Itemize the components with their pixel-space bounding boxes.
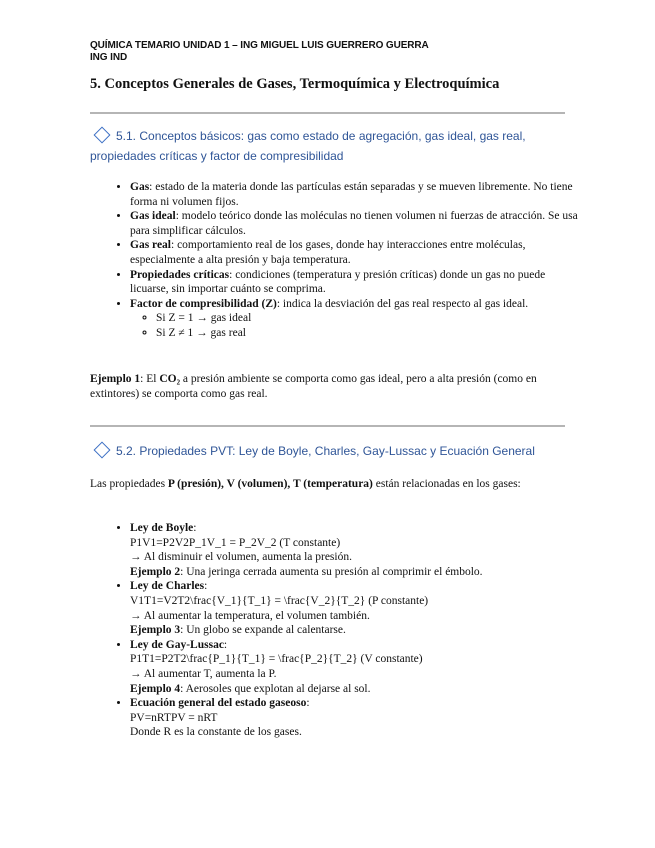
example-text: : El xyxy=(140,373,160,385)
law-formula: V1T1=V2T2\frac{V_1}{T_1} = \frac{V_2}{T_2} (P constante) xyxy=(130,594,429,607)
definition: : condiciones (temperatura y presión críticas) donde un gas no puede licuarse, sin importar cuánto se comprima. xyxy=(130,268,546,296)
example-formula: CO₂ xyxy=(159,373,181,385)
example-text: : Aerosoles que explotan al dejarse al sol. xyxy=(180,682,371,695)
law-name: Ley de Gay-Lussac xyxy=(130,638,224,651)
colon: : xyxy=(223,638,228,651)
law-note: → Al aumentar T, aumenta la P. xyxy=(130,667,277,680)
term: Factor de compresibilidad (Z) xyxy=(130,297,277,310)
page-title: 5. Conceptos Generales de Gases, Termoquímica y Electroquímica xyxy=(90,76,500,92)
intro-bold: P (presión), V (volumen), T (temperatura) xyxy=(167,478,373,490)
list-item xyxy=(130,268,582,297)
example-text: : Una jeringa cerrada aumenta su presión al comprimir el émbolo. xyxy=(180,565,483,578)
section-heading-text: 5.1. Conceptos básicos: gas como estado de agregación, gas ideal, gas real, propiedades críticas y factor de compresibilidad xyxy=(90,129,526,163)
section-heading-5-2 xyxy=(90,441,560,461)
law-note: → Al disminuir el volumen, aumenta la presión. xyxy=(130,551,352,564)
definition: : modelo teórico donde las moléculas no tienen volumen ni fuerzas de atracción. Se usa para simplificar cálculos. xyxy=(130,210,578,237)
section-divider xyxy=(90,425,565,427)
example-text: a presión ambiente se comporta como gas ideal, pero a alta presión (como en extintores) se comporta como gas real. xyxy=(90,373,537,400)
colon: : xyxy=(306,697,310,710)
law-formula: P1V1=P2V2P_1V_1 = P_2V_2 (T constante) xyxy=(130,536,341,549)
law-note: Donde R es la constante de los gases. xyxy=(130,726,302,739)
term: Gas xyxy=(130,181,150,193)
law-note: → Al aumentar la temperatura, el volumen también. xyxy=(130,609,370,622)
law-formula: PV=nRTPV = nRT xyxy=(130,711,218,724)
colon: : xyxy=(193,522,197,534)
colon: : xyxy=(204,580,208,593)
law-name: Ley de Charles xyxy=(130,580,205,593)
intro-text: están relacionadas en los gases: xyxy=(372,478,521,490)
definition: : indica la desviación del gas real respecto al gas ideal. xyxy=(276,297,529,310)
law-item xyxy=(130,579,582,637)
term: Gas ideal xyxy=(130,210,176,223)
diamond-icon xyxy=(94,442,111,459)
page-header xyxy=(90,40,429,64)
list-item xyxy=(130,209,582,238)
example-label: Ejemplo 1 xyxy=(90,373,141,385)
example-label: Ejemplo 4 xyxy=(130,682,181,695)
section-divider xyxy=(90,112,565,114)
section-heading-text: 5.2. Propiedades PVT: Ley de Boyle, Charles, Gay-Lussac y Ecuación General xyxy=(116,444,535,458)
z-sublist xyxy=(130,311,582,340)
law-item xyxy=(130,696,582,740)
definition: : comportamiento real de los gases, donde hay interacciones entre moléculas, especialmente a alta presión y baja temperatura. xyxy=(130,239,526,266)
intro-paragraph xyxy=(90,477,560,492)
concepts-list xyxy=(112,180,582,341)
term: Gas real xyxy=(130,239,171,252)
list-item xyxy=(130,238,582,267)
law-name: Ecuación general del estado gaseoso xyxy=(130,697,307,710)
diamond-icon xyxy=(94,127,111,144)
example-1 xyxy=(90,372,560,401)
example-label: Ejemplo 3 xyxy=(130,624,181,637)
term: Propiedades críticas xyxy=(130,268,230,281)
header-line-2: ING IND xyxy=(90,52,128,63)
list-item xyxy=(130,180,582,209)
example-text: : Un globo se expande al calentarse. xyxy=(180,624,346,637)
laws-list xyxy=(112,521,582,740)
definition: : estado de la materia donde las partículas están separadas y se mueven libremente. No tiene forma ni volumen fijos. xyxy=(130,181,573,208)
example-label: Ejemplo 2 xyxy=(130,565,181,578)
header-line-1: QUÍMICA TEMARIO UNIDAD 1 – ING MIGUEL LUIS GUERRERO GUERRA xyxy=(90,40,429,51)
intro-text: Las propiedades xyxy=(90,478,168,490)
law-name: Ley de Boyle xyxy=(130,522,194,534)
law-item xyxy=(130,638,582,696)
sub-item: ◦ Si Z ≠ 1 → gas real xyxy=(156,326,582,341)
section-heading-5-1 xyxy=(90,126,560,166)
list-item xyxy=(130,297,582,341)
law-formula: P1T1=P2T2\frac{P_1}{T_1} = \frac{P_2}{T_2} (V constante) xyxy=(130,653,423,666)
law-item xyxy=(130,521,582,579)
sub-item: ◦ Si Z = 1 → gas ideal xyxy=(156,311,582,326)
